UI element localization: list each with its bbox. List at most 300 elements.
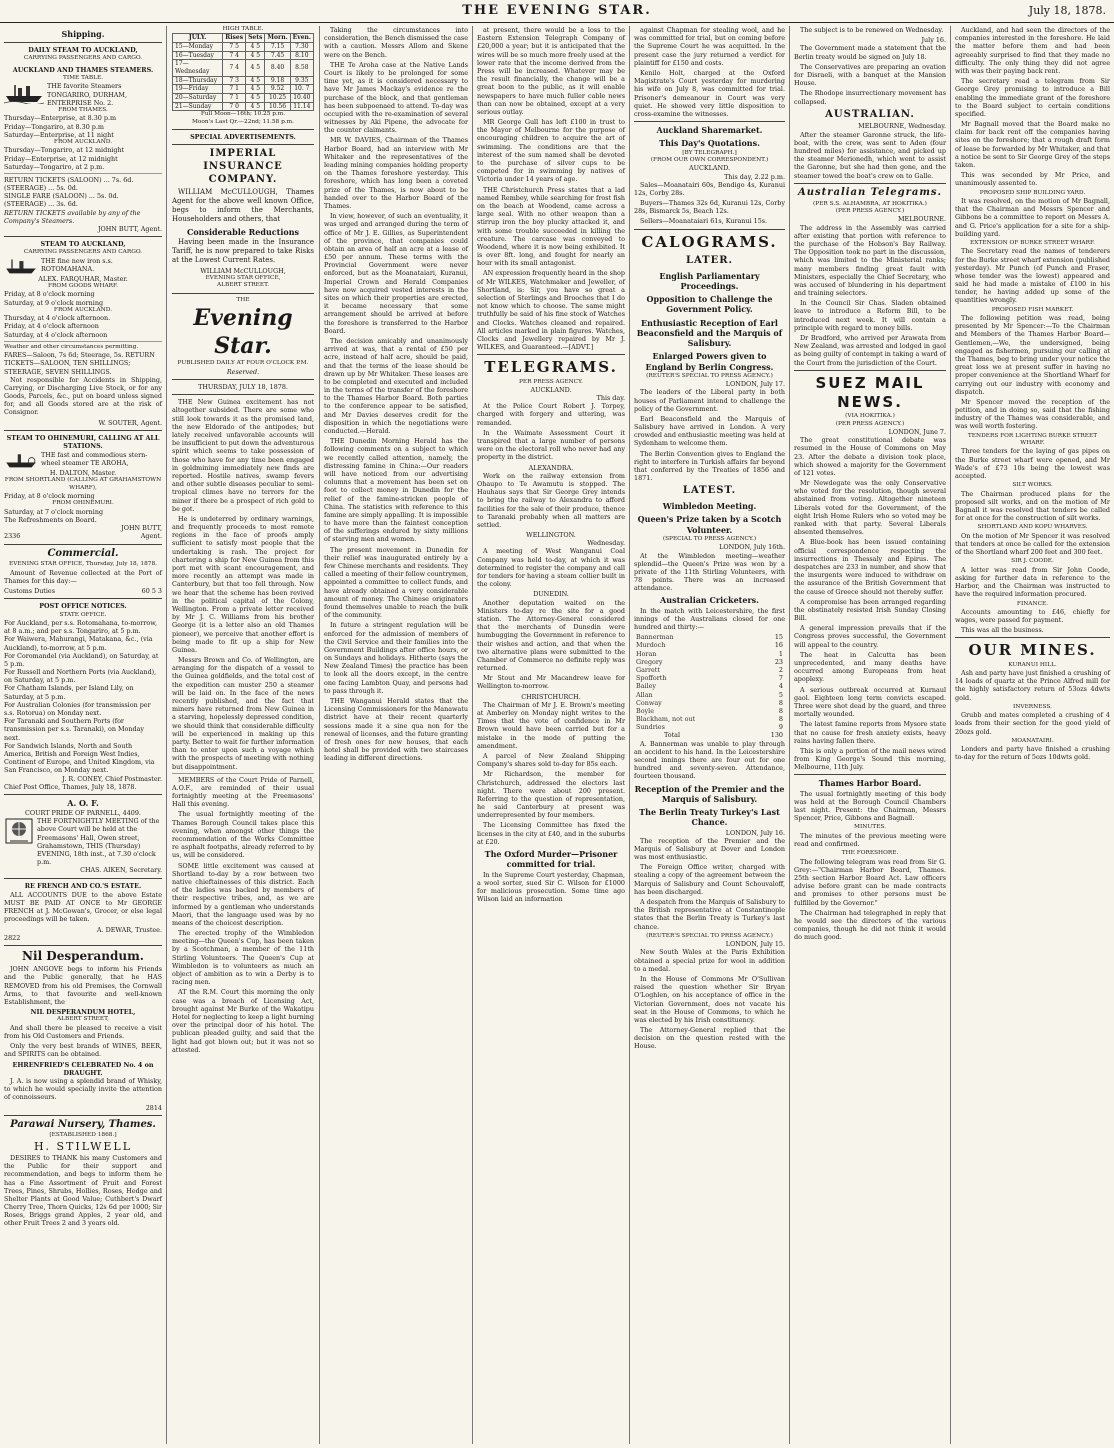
agent-name: JOHN BUTT, Agent. (97, 225, 162, 234)
score-row (634, 633, 785, 641)
cable-paragraph: After the steamer Garonne struck, the life-boat, with the crew, was sent to Aden (four hundred miles) for assistance, and picked up the steamer Merionedh, which went to assist the Garonne, but she had then gone, and the steamer towed the boat's crew on to Galle. (794, 130, 946, 180)
schedule-line: Friday, at 8 o'clock morning (4, 290, 95, 299)
mail-paragraph: A serious outbreak occurred at Kurnaul gaol. Eighteen long term convicts escaped. Three were shot dead by the guard, and three mortally wounded. (794, 685, 946, 719)
tide-cell: 16—Tuesday (173, 51, 223, 60)
dateline-day: MELBOURNE, Wednesday. (858, 122, 946, 131)
board-paragraph: The following petition was read, being presented by Mr Spencer:—To the Chairman and Members of the Thames Harbor Board—Gentlemen,—We, the undersigned, being engaged as fishermen, pursuing our calling at the Thames, beg to bring under your notice the great loss we at present suffer in having no proper convenience at the Shortland Wharf for carrying out our industry with economy and dispatch. (955, 314, 1110, 396)
news-heading: Enlarged Powers given to England by Berlin Congress. (645, 351, 774, 372)
agency-line: (PER PRESS AGENCY.) (835, 208, 905, 214)
board-paragraph: The Chairman produced plans for the proposed silt works, and on the motion of Mr Bagnall it was resolved that tenders be called for at once for the construction of silt works. (955, 489, 1110, 523)
tide-row (173, 94, 314, 103)
mail-notice: For Australian Colonies (for transmission per s.s. Rotorua) on Monday next. (4, 700, 151, 717)
batsman-score: 15 (774, 633, 783, 642)
news-paragraph: In future a stringent regulation will be enforced for the admission of members of the Civil Service and their families into the Government Buildings after office hours, or on Sundays and holidays. Hitherto (says the New Zealand Times) the practice has been to look all the doors except, in the centre one facing Lambton Quay, and persons had to pass through it. (324, 621, 468, 695)
customs-value: 60 5 3 (141, 587, 162, 596)
news-paragraph: at present, there would be a loss to the Eastern Extension Telegraph Company of £20,000 a year; but it is anticipated that the wires will be so much more freely used at the lower rate that the income derived from the Press will be increased. Whatever may be the result financially, the change will be a great boon to the public, as it will enable newspapers to have much fuller cable news than can now be obtained, except at a very serious outlay. (477, 26, 625, 116)
board-paragraph: The secretary read a telegram from Sir George Grey promising to introduce a Bill enabling the immediate grant of the foreshore to the Board subject to certain conditions specified. (955, 77, 1110, 118)
ad-heading: DAILY STEAM TO AUCKLAND, (28, 46, 138, 55)
agent-address: EVENING STAR OFFICE, (205, 274, 281, 281)
tide-cell: 9.35 (290, 76, 313, 85)
tide-cell: 4 5 (246, 51, 265, 60)
tide-cell: 19—Friday (173, 85, 223, 94)
dateline-place: MELBOURNE. (898, 215, 946, 224)
tide-cell: 15—Monday (173, 43, 223, 52)
route-heading: FROM AUCKLAND. (53, 138, 113, 145)
news-paragraph: Taking the circumstances into consideration, the Bench dismissed the case with a caution. Messrs Allom and Skene were on the Bench. (324, 26, 468, 59)
schedule-line: Friday, at 4 o'clock afternoon (4, 322, 99, 331)
telegram-paragraph: The Chairman of Mr J. E. Brown's meeting at Amberley on Monday night writes to the Times that the vote of confidence in Mr Brown would have been carried but for a mistake in the mode of putting the amendment. (477, 700, 625, 750)
moon-phase: Full Moon—16th; 10.25 p.m. (200, 111, 286, 118)
section-heading: A. O. F. (67, 797, 99, 808)
cable-paragraph: At the Wimbledon meeting—weather splendid—the Queen's Prize was won by a private of the 11th Stirling Volunteers, with 78 points. There was an increased attendance. (634, 551, 785, 593)
paper-title: THE EVENING STAR. (462, 3, 652, 18)
tide-cell: 9.18 (265, 76, 290, 85)
board-subheading: PROPOSED SHIP BUILDING YARD. (979, 189, 1086, 196)
mine-name: KURANUI HILL. (1008, 661, 1057, 668)
mail-paragraph: A general impression prevails that if the Congress proves successful, the Government will appeal to the country. (794, 624, 946, 649)
batsman-score: 9 (778, 723, 783, 732)
mail-notice: For Waiwera, Mahurangi, Matakana, &c., (via Auckland), to-morrow, at 5 p.m. (4, 635, 153, 652)
mail-notice: For Russell and Northern Ports (via Auckland), on Saturday, at 5 p.m. (4, 668, 157, 685)
commercial-text: Amount of Revenue collected at the Port of Thames for this day:— (4, 568, 162, 585)
batsman-name: Bannerman (636, 633, 674, 642)
mail-notice: For Chatham Islands, per Island Lily, on Saturday, at 5 p.m. (4, 684, 134, 701)
cable-paragraph: New South Wales at the Paris Exhibition obtained a special prize for wool in addition to a medal. (634, 948, 785, 973)
board-subheading: SIR J. COODE. (1011, 558, 1054, 565)
tide-cell: 7 3 (223, 76, 246, 85)
news-paragraph: MEMBERS of the Court Pride of Parnell, A.O.F., are reminded of their usual fortnightly meeting at the Freemasons' Hall this evening. (172, 775, 314, 809)
board-subheading: SHORTLAND AND KOPU WHARVES. (977, 524, 1088, 531)
board-paragraph: The Secretary read the names of tenderers for the Burke street wharf extension (published yesterday). Mr Punch (of Punch and Fraser, whose tender was the lowest) appeared and said he had made a mistake of £100 in his tender, he having added up some of the quantities wrongly. (955, 247, 1110, 305)
meeting-notice: THE FORTNIGHTLY MEETING of the above Court will be held at the Freemasons' Hall, Owen street, Grahamstown, THIS (Thursday) EVENING, 18th inst., at 7.30 o'clock p.m. (37, 817, 160, 867)
schedule-line: The Refreshments on Board. (4, 516, 97, 525)
moon-phase: Moon's Last Qr.—22nd; 11.58 p.m. (192, 118, 294, 125)
telegram-paragraph: In the Waimate Assessment Court it transpired that a large number of persons were on the electoral roll who never had any property in the district. (477, 428, 625, 462)
fare-note: RETURN TICKETS available by any of the Company's Steamers. (4, 208, 141, 225)
news-paragraph: THE Dunedin Morning Herald has the following comments on a subject to which we recently called attention, namely, the distressing famine in China:—Our readers will have noticed from our advertising columns that a movement has been set on foot to collect money in Dunedin for the relief of the famine-stricken people of China. The statistics with reference to this famine are simply appalling. It is impossible to have more than the faintest conception of the sufferings endured by sixty millions of starving men and women. (324, 437, 468, 544)
board-paragraph: A letter was read from Sir John Coode, asking for further data in reference to the Harbor, and the Chairman was instructed to have the required information procured. (955, 565, 1110, 599)
cable-paragraph: Dr Bradford, who arrived per Arawata from New Zealand, was arrested and lodged in gaol as being guilty of contempt in taking a ward of the Court from the jurisdiction of the Court. (794, 334, 946, 367)
thames-line: Saturday—Enterprise, at 11 night (4, 130, 114, 139)
tide-cell: 7.30 (290, 43, 313, 52)
board-subheading: EXTENSION OF BURKE STREET WHARF. (970, 239, 1095, 246)
tide-cell: 9.52 (265, 85, 290, 94)
mail-paragraph: The latest famine reports from Mysore state that no cause for fresh anxiety exists, heavy rains having fallen there. (794, 720, 946, 745)
tide-cell: 4 5 (246, 85, 265, 94)
tide-cell: 7.15 (265, 43, 290, 52)
news-paragraph: SOME little excitement was caused at Shortland to-day by a row between two native chieftainesses of this district. Each of the ladies was backed by members of their respective tribes, and, as we are informed by a gentleman who understands Maori, that the language used was by no means of the choicest description. (172, 861, 314, 927)
vessel-name: THE fine new iron s.s. ROTOMAHANA. (41, 256, 113, 274)
fare-line: RETURN TICKETS (SALOON) ... 7s. 6d. (STEERAGE) ... 5s. 0d. (4, 175, 134, 193)
dateline-day: LONDON, June 7. (888, 427, 946, 436)
fare-line: FARES—Saloon, 7s 6d; Steerage, 5s. RETURN TICKETS—SALOON, TEN SHILLINGS; STEERAGE, SEVEN SHILLINGS. (4, 351, 155, 376)
telegram-paragraph: A parcel of New Zealand Shipping Company's shares sold to-day for 85s each. (477, 751, 625, 769)
dateline-place: WELLINGTON. (526, 531, 576, 540)
batsman-name: Bailey (636, 682, 656, 691)
mail-paragraph: The great constitutional debate was resumed in the House of Commons on May 23. After the debate a division took place, which showed a majority for the Government of 121 votes. (794, 436, 946, 477)
leader-paragraph: Messrs Brown and Co. of Wellington, are arranging for the dispatch of a vessel to the Guinea goldfields, and the total cost of the expedition can muster 250 a steamer will be laid on. In the face of the news recently published, and the fact that miners have returned from New Guinea in a starving, hopelessly depressed condition, we should think that considerable difficulty will be experienced in making up this party. Better to wait for further information than to enter upon such a voyage which with the prospects of meeting with nothing but disappointment. (172, 656, 314, 771)
tide-cell: 4 5 (246, 43, 265, 52)
batsman-score: 1 (778, 649, 783, 658)
post-date: Chief Post Office, Thames, July 18, 1878. (4, 782, 137, 791)
board-paragraph: This was all the business. (961, 626, 1044, 635)
route-heading: FROM THAMES. (58, 106, 108, 113)
fleet-names: THE favorite Steamers TONGARIRO, DURHAM, ENTERPRISE No. 2. (47, 82, 127, 107)
board-subheading: TENDERS FOR LIGHTING BURKE STREET WHARF. (967, 432, 1098, 447)
tide-cell: 7 5 (223, 43, 246, 52)
news-paragraph: THE Te Aroha case at the Native Lands Court is likely to be prolonged for some time yet, as it is considered necessary to have Mr James Mackay's evidence re the purchase of the block, and that gentleman has been subpoenaed to attend. To-day was occupied with the re-examination of several witnesses by Aki Pipene, the advocate for the counter claimants. (324, 60, 468, 135)
batsman-name: Spofforth (636, 674, 667, 683)
tide-head: Sets (246, 34, 265, 43)
mine-name: INVERNESS. (1013, 703, 1052, 710)
cable-paragraph: The leaders of the Liberal party in both houses of Parliament intend to challenge the policy of the Government. (634, 388, 785, 413)
tide-head: Even. (290, 34, 313, 43)
board-subheading: FINANCE. (1016, 600, 1049, 607)
auckland-line: Friday—Enterprise, at 12 midnight (4, 154, 118, 163)
commercial-dateline: EVENING STAR OFFICE, Thursday, July 18, 1878. (8, 561, 158, 568)
cable-paragraph: The reception of the Premier and the Marquis of Salisbury at Dover and London was most enthusiastic. (634, 836, 785, 862)
agency-line: (SPECIAL TO PRESS AGENCY.) (662, 535, 757, 542)
dateline-place: AUCKLAND. (688, 164, 731, 173)
tide-cell: 7 4 (223, 51, 246, 60)
news-paragraph: AN expression frequently heard in the shop of Mr WILKES, Watchmaker and Jeweller, of Shortland, is: Sir, you have so great a selection of Sterlings and Brooches that I do not know which to choose. The same might truthfully be said of his fine stock of Watches and Clocks. Watches cleaned and repaired. All articles marked in plain figures. Watches, Clocks and Jewellery repaired by Mr J. WILKES, and Guaranteed.—[ADVT.] (477, 269, 625, 352)
tide-cell: 4 5 (246, 60, 265, 76)
ad-number: 2822 (4, 933, 21, 942)
section-heading: SPECIAL ADVERTISEMENTS. (190, 133, 296, 142)
cable-paragraph: The Conservatives are preparing an ovation for Disraeli, with a banquet at the Mansion House. (794, 62, 946, 88)
mail-notice: For Taranaki and Southern Ports (for transmission per s.s. Taranaki), on Monday next. (4, 717, 144, 742)
board-paragraph: Mr Spencer moved the reception of the petition, and in doing so, said that the fishing industry of the Thames was considerable, and was well worth fostering. (955, 397, 1110, 431)
leader-paragraph: THE New Guinea excitement has not altogether subsided. There are some who still look towards it as the promised land, the new Eldorado of the antipodes; but lately received unfavorable accounts will be insufficient to put down the adventurous spirit which seems to take possession of those who have for any time been engaged in goldmining immediately new finds are reported. Hostile natives, swamp fevers and other subtle diseases peculiar to semi-tropical climes have no terrors for the miner if there be a prospect of rich gold to be got. (172, 398, 314, 513)
column-4 (472, 26, 629, 1444)
post-subheading: STATE OFFICE. (59, 611, 107, 618)
board-subheading: THE FORESHORE. (841, 850, 899, 857)
section-heading: POST OFFICE NOTICES. (39, 602, 127, 611)
dateline-day: July 16. (921, 36, 946, 45)
route-heading: FROM SHORTLAND (CALLING AT GRAHAMSTOWN WHARF), (4, 477, 162, 491)
cable-paragraph: The address in the Assembly was carried after existing that portion with reference to the purchase of the Hobson's Bay Railway. The Opposition took no part in the discussion, which was limited to the Ministerial ranks; many members finding great fault with Ministers, especially the Chief Secretary, who was accused of blundering in his department and training selectors. (794, 223, 946, 298)
agent-address: ALBERT STREET. (216, 282, 270, 289)
ad-heading: Nil Desperandum. (22, 948, 144, 963)
leader-paragraph: He is undeterred by ordinary warnings, and frequently proceeds to most remote regions in the face of proofs amply sufficient to satisfy most people that the undertaking is rash. The project for chartering a ship for New Guinea from this port met with scant encouragement, and more recently an attempt was made in Canterbury, but that too fell through. Now we hear that the scheme has been revived in the political capital of the Colony, Wellington. From a private letter received by Mr J. C. Williams from his brother George (it is a letter also an old Thames pioneer), we perceive that another effort is being made to fit up a ship for New Guinea. (172, 514, 314, 654)
news-paragraph: MR George Gull has left £100 in trust to the Mayor of Melbourne for the purpose of encouraging children to acquire the art of swimming. The conditions are that the interest of the sum named shall be devoted to the purchase of silver cups to be competed for in swimming by natives of Victoria under 14 years of age. (477, 118, 625, 184)
tide-row (173, 102, 314, 111)
ad-heading: Considerable Reductions (186, 226, 300, 237)
batsman-score: 16 (774, 641, 783, 650)
cable-paragraph: In the Council Sir Chas. Sladen obtained leave to introduce a Reform Bill, to be introduced next week. It will contain a principle with regard to money bills. (794, 299, 946, 332)
news-heading: Opposition to Challenge the Government Policy. (646, 294, 773, 315)
batsman-name: Blackham, not out (636, 715, 696, 724)
nameplate: Evening Star. (193, 305, 293, 360)
news-heading: The Oxford Murder—Prisoner committed for trial. (484, 849, 618, 870)
tide-cell: 8.40 (265, 60, 290, 76)
section-heading: OUR MINES. (968, 641, 1097, 660)
ad-subheading: CARRYING PASSENGERS AND CARGO. (23, 55, 143, 62)
batsman-name: Murdoch (636, 641, 666, 650)
column-2 (166, 26, 319, 1444)
ad-subheading: CARRYING PASSENGERS AND CARGO. (23, 249, 143, 256)
beer-brand: EHRENFRIED'S CELEBRATED No. 4 on DRAUGHT. (12, 1060, 154, 1077)
telegram-paragraph: A meeting of West Wanganui Coal Company was held to-day, at which it was determined to register the company and call for tenders for having a steam collier built in the colony. (477, 547, 625, 589)
news-heading: Wimbledon Meeting. (662, 501, 757, 512)
batsman-name: Allan (636, 690, 653, 699)
cable-paragraph: The Attorney-General replied that the decision on the question rested with the House. (634, 1026, 785, 1051)
column-5 (629, 26, 789, 1444)
section-heading: SUEZ MAIL NEWS. (815, 373, 925, 411)
news-heading: Thames Harbor Board. (818, 778, 922, 789)
steamer-icon (4, 451, 38, 469)
total-value: 130 (770, 731, 783, 740)
tide-cell: 4 5 (246, 102, 265, 111)
batsman-name: Horan (636, 649, 657, 658)
news-heading: Auckland Sharemarket. (656, 125, 763, 136)
mail-paragraph: A compromise has been arranged regarding the obstinately resisted Irish Sunday Closing Bill. (794, 597, 946, 623)
dateline-day: LONDON, July 15. (725, 940, 785, 949)
news-heading: The Berlin Treaty Turkey's Last Chance. (639, 807, 780, 828)
tide-row (173, 43, 314, 52)
batsman-score: 8 (778, 706, 783, 715)
cable-paragraph: A. Bannerman was unable to play through an accident to his hand. In the Leicestershire second innings there are four out for one hundred and seventy-seven. Attendance, fourteen thousand. (634, 739, 785, 781)
tide-cell: 10.40 (290, 94, 313, 103)
master-name: ALEX. FARQUHAR, Master. (38, 274, 128, 283)
insurance-notice: WILLIAM McCULLOUGH, Thames Agent for the above well known Office, begs to inform the Merchants, Householders and others, that (172, 187, 314, 223)
section-subheading: LATEST. (682, 485, 737, 497)
dateline-place: DUNEDIN. (533, 590, 569, 599)
mail-notice: For Coromandel (via Auckland), on Saturday, at 5 p.m. (4, 651, 159, 668)
board-paragraph: The Chairman had telegraphed in reply that he would see the directors of the various companies, though he did not think it would do much good. (794, 908, 946, 942)
cable-paragraph: A despatch from the Marquis of Salisbury to the British representative at Constantinople states that the Berlin Treaty is Turkey's last chance. (634, 898, 785, 931)
customs-label: Customs Duties (4, 587, 55, 596)
board-paragraph: This was seconded by Mr Price, and unanimously assented to. (955, 171, 1110, 188)
thames-line: Friday—Tongariro, at 8.30 p.m (4, 122, 104, 131)
board-paragraph: The following telegram was read from Sir G. Grey:—"Chairman Harbor Board, Thames. 25th section Harbor Board Act. Law officers advise before grant can be made contracts and promises to other persons must be fulfilled by the Governor." (794, 857, 946, 907)
board-paragraph: Accounts amounting to £46, chiefly for wages, were passed for payment. (955, 607, 1110, 625)
mine-name: MOANATAIRI. (1011, 737, 1054, 744)
court-name: COURT PRIDE OF PARNELL, 4409. (25, 809, 141, 818)
mail-notice: For Auckland, per s.s. Rotomahana, to-morrow, at 8 a.m.; and per s.s. Tongariro, at 5 p.m. (4, 618, 157, 636)
tide-cell: 8.58 (290, 60, 313, 76)
issue-dateline: THURSDAY, JULY 18, 1878. (198, 383, 288, 392)
batsman-score: 23 (774, 657, 783, 666)
ad-heading: IMPERIAL INSURANCE COMPANY. (203, 148, 283, 186)
section-heading: Australian Telegrams. (797, 186, 943, 198)
batsman-score: 5 (778, 690, 783, 699)
tide-cell: 7 0 (223, 102, 246, 111)
tide-cell: 11.14 (290, 102, 313, 111)
route-heading: FROM AUCKLAND. (53, 306, 113, 313)
tide-table (172, 33, 314, 111)
tide-head: Morn. (265, 34, 290, 43)
news-heading: This Day's Quotations. (659, 138, 760, 149)
thames-line: Thursday—Enterprise, at 8.30 p.m (4, 114, 117, 123)
total-label: Total (664, 731, 681, 740)
publication-line: PUBLISHED DAILY AT FOUR O'CLOCK P.M. (177, 360, 309, 367)
agent-name: JOHN BUTT, (121, 524, 162, 533)
dateline-day: This day, 2.22 p.m. (724, 172, 785, 181)
tide-cell: 21—Sunday (173, 102, 223, 111)
news-paragraph: THE Wanganui Herald states that the Licensing Commissioners for the Manawatu district have at their recent quarterly sessions made it a sine qua non for the renewal of licenses, and the future granting of fresh ones for new houses, that each hotel shall be provided with two staircases leading in different directions. (324, 697, 468, 763)
score-row (634, 658, 785, 666)
agency-line: (PER S.S. ALHAMBRA, AT HOKITIKA.) (813, 200, 927, 207)
dateline-day: LONDON, July 17. (725, 380, 785, 389)
tide-cell: 10.56 (265, 102, 290, 111)
auckland-line: Saturday—Tongariro, at 2 p.m. (4, 162, 105, 171)
ad-heading: Parawai Nursery, Thames. (10, 1118, 156, 1130)
tide-cell: 4 5 (246, 94, 265, 103)
score-row (634, 650, 785, 658)
telegram-paragraph: In the Supreme Court yesterday, Chapman, a wool sorter, sued Sir C. Wilson for £1000 for malicious prosecution. Some time ago Wilson laid an information (477, 870, 625, 904)
telegram-paragraph: Work on the railway extension from Ohaupo to Te Awamutu is stopped. The Hauhaus says that Sir George Grey intends to bring the railway to Alexandra to afford facilities for the sale of their produce, thence to Taranaki probably when all matters are settled. (477, 471, 625, 529)
tide-cell: 18—Thursday (173, 76, 223, 85)
board-paragraph: It was resolved, on the motion of Mr Bagnall, that the Chairman and Messrs Spencer and Gibbons be a committee to report on Messrs A. and G. Price's application for a site for a ship-building yard. (955, 196, 1110, 238)
news-heading: Reception of the Premier and the Marquis of Salisbury. (634, 783, 785, 804)
news-heading: Queen's Prize taken by a Scotch Volunteer. (637, 514, 782, 535)
nursery-owner: H. STILWELL (33, 1139, 133, 1153)
news-paragraph: Kenilo Holt, charged at the Oxford Magistrate's Court yesterday for murdering his wife on July 8, was committed for trial. Prisoner's demeanour in Court was very quiet. He showed very little disposition to cross-examine the witnesses. (634, 68, 785, 118)
board-paragraph: The minutes of the previous meeting were read and confirmed. (794, 831, 946, 849)
board-subheading: SILT WORKS. (1012, 482, 1053, 489)
tide-cell: 8.10 (290, 51, 313, 60)
cricket-scores (634, 633, 785, 739)
tide-head: Rises (223, 34, 246, 43)
trustee-name: A. DEWAR, Trustee. (96, 925, 162, 934)
telegram-paragraph: At the Police Court Robert J. Torpey, charged with forgery and uttering, was remanded. (477, 402, 625, 427)
tide-cell: 10.25 (265, 94, 290, 103)
estate-notice: ALL ACCOUNTS DUE to the above Estate MUST BE PAID AT ONCE to Mr GEORGE FRENCH at J. McGowan's, Grocer, or else legal proceedings will be taken. (4, 890, 162, 924)
hotel-notice: J. A. is now using a splendid brand of Whisky, to which he would specially invite the attention of connoisseurs. (4, 1076, 162, 1102)
schedule-line: Saturday, at 7 o'clock morning (4, 507, 104, 516)
tide-cell: 7 1 (223, 94, 246, 103)
cable-paragraph: The Foreign Office writer, charged with stealing a copy of the agreement between the Marquis of Salisbury and Count Schouvaloff, has been discharged. (634, 863, 785, 896)
batsman-name: Conway (636, 698, 662, 707)
hotel-notice: JOHN ANGOVE begs to inform his Friends and the Public generally, that he HAS REMOVED from his old Premises, the Cornwall Arms, to that favourite and well-known Establishment, the (4, 965, 162, 1007)
liability-notice: Not responsible for Accidents in Shipping, Carrying, or Discharging Live Stock, or for any Goods, Parcels, &c., put on board unless signed for, and all Goods stored are at the risk of Consignor. (4, 375, 162, 417)
vessel-name: THE fast and commodious stern-wheel steamer TE AROHA, (41, 451, 148, 468)
schedule-line: Saturday, at 9 o'clock morning (4, 298, 104, 307)
section-subheading: LATER. (685, 254, 734, 266)
telegram-paragraph: Another deputation waited on the Ministers to-day re the site for a good station. The Attorney-General considered that the merchants of Dunedin were humbugging the Government in reference to their wishes and action, and that when the two alternative plans were submitted to the Chamber of Commerce no definite reply was returned. (477, 598, 625, 673)
tide-cell: 20—Saturday (173, 94, 223, 103)
ad-heading: RE FRENCH AND CO.'S ESTATE. (24, 881, 142, 890)
ad-heading: STEAM TO OHINEMURI, CALLING AT ALL STATIONS. (6, 433, 160, 451)
agency-line: [BY TELEGRAPH.] (682, 149, 737, 156)
secretary-name: CHAS. AIKEN, Secretary. (80, 866, 162, 875)
mine-paragraph: Grubb and mates completed a crushing of 4 loads from their section for the good yield of 20ozs gold. (955, 711, 1110, 736)
established-line: [ESTABLISHED 1868.] (49, 1132, 117, 1139)
schedule-line: Thursday, at 4 o'clock afternoon. (4, 314, 111, 323)
news-paragraph: THE Christchurch Press states that a lad named Rembey, while searching for frost fish on the beach at Woodend, came across a large seal. With no other weapon than a stirrup iron the boy plucky attacked it, and with some trouble succeeded in killing the creature. The carcase was conveyed to Woodend, where it is now being exhibited. It is over 8ft. long, and fought for nearly an hour with its small antagonist. (477, 185, 625, 268)
steamer-icon (4, 257, 38, 275)
agency-line: (VIA HOKITIKA.) (845, 413, 895, 420)
dateline-day: LONDON, July 16. (725, 828, 785, 837)
paper-date: July 18, 1878. (1028, 4, 1106, 17)
tide-cell: 7 1 (223, 85, 246, 94)
dateline-day: Wednesday. (587, 539, 625, 548)
ad-heading: STEAM TO AUCKLAND, (40, 240, 126, 249)
section-heading: TELEGRAMS. (484, 358, 618, 377)
section-heading: Shipping. (61, 29, 105, 39)
route-heading: FROM OHINEMURI. (52, 500, 114, 507)
cable-paragraph: In the match with Leicestershire, the first innings of the Australians closed for one hundred and thirty:— (634, 606, 785, 632)
mine-paragraph: Londers and party have finished a crushing to-day for the return of 5ozs 10dwts gold. (955, 745, 1110, 762)
nursery-notice: DESIRES to THANK his many Customers and the Public for their support and recommendation, and begs to inform them he has a Fine Assortment of Fruit and Forest Trees, Pines, Shrubs, Hollies, Roses, Hedge and Shelter Plants at Good Value; Cuthbert's Dwarf Cherry Tree, Thorn Quicks, 12s 6d per 1000; Sir Roses, Briggs grand Apples, 2 year old, and other Fruit Trees 2 and 3 years old. (4, 1153, 162, 1228)
board-subheading: MINUTES. (854, 824, 886, 831)
news-heading: English Parliamentary Proceedings. (659, 270, 760, 291)
tide-row (173, 60, 314, 76)
share-buyers: Buyers—Thames 32s 6d, Kuranui 12s, Corby 28s, Bismarck 5s, Beach 12s. (634, 199, 785, 216)
route-heading: FROM GOODS WHARF. (47, 283, 119, 290)
schedule-line: Saturday, at 4 o'clock afternoon (4, 330, 108, 339)
column-3 (319, 26, 472, 1444)
share-sellers: Sellers—Moanataiari 61s, Kuranui 15s. (640, 217, 768, 226)
tide-cell: 10. 7 (290, 85, 313, 94)
news-paragraph: AT the R.M. Court this morning the only case was a breach of Licensing Act, brought against Mr Burke of the Wakatipu Hotel for neglecting to keep a light burning over the principal door of his hotel. The publican pleaded guilty, and said that the light had got blown out; but it was not so attested. (172, 988, 314, 1054)
tide-cell: 7.45 (265, 51, 290, 60)
score-row (634, 682, 785, 690)
agency-line: PER PRESS AGENCY. (519, 378, 583, 385)
mail-notice: For Sandwich Islands, North and South America, British and Foreign West Indies, Continent of Europe, and United Kingdom, via San Francisco, on Monday next. (4, 741, 155, 775)
batsman-score: 8 (778, 698, 783, 707)
telegram-paragraph: Mr Stout and Mr Macandrew leave for Wellington to-morrow. (477, 674, 625, 691)
batsman-name: Garrett (636, 665, 660, 674)
mail-paragraph: A Blue-book has been issued containing official correspondence respecting the insurrections in Thessaly and Epirus. The despatches are 233 in number, and show that the insurgents were induced to withdraw on the assurance of the British Government that the cause of Greece should not thereby suffer. (794, 538, 946, 596)
column-1 (0, 26, 166, 1444)
batsman-score: 4 (778, 682, 783, 691)
board-paragraph: The usual fortnightly meeting of this body was held at the Borough Council Chambers last night. Present: the Chairman, Messrs Spencer, Price, Gibbons and Bagnall. (794, 789, 946, 823)
telegram-paragraph: Mr Richardson, the member for Christchurch, addressed the electors last night. There were about 200 present. Referring to the question of representation, he said Canterbury at present was underrepresented by four members. (477, 770, 625, 820)
section-heading: CALOGRAMS. (641, 232, 778, 251)
news-paragraph: In view, however, of such an eventuality, it was urged and arranged during the term of office of Mr J. E. Gillies, as Superintendent of the province, that companies could obtain an area of half an acre at a lease of £50 per annum. These terms with the Provincial Government were never enforced, but as the Moanataiari, Kuranui, Imperial Crown and Herald Companies have now acquired vested interests in the sites on which their properties are erected, it became necessary that some arrangement should be arrived at before the foreshore is transferred to the Harbor Board. (324, 212, 468, 335)
score-row (634, 715, 785, 723)
agent-name: W. SOUTER, Agent. (98, 418, 162, 427)
motto: Reserved. (226, 367, 260, 376)
batsman-name: Boyle (636, 706, 654, 715)
auckland-line: Thursday—Tongariro, at 12 midnight (4, 146, 125, 155)
news-paragraph: The decision amicably and unanimously arrived at was, that a rental of £50 per acre, instead of half acre, should be paid, and that the terms of the lease should be drawn up by Mr Whitaker. These leases are to be completed and executed and included in the terms of the transfer of the foreshore to the Thames Harbor Board. Both parties to the conference appear to be satisfied, and Mr Davies deserves credit for the disposition in which the negotiations were conducted.—Herald. (324, 336, 468, 435)
mail-paragraph: Mr Newdegate was the only Conservative who voted for the resolution, though several abstained from voting. Altogether nineteen Liberals voted for the Government, of the eight Irish Home Rulers who so voted may be ranked with that party. Several Liberals absented themselves. (794, 479, 946, 537)
batsman-score: 7 (778, 674, 783, 683)
foresters-emblem-icon (4, 817, 34, 845)
score-row (634, 699, 785, 707)
dateline-place: ALEXANDRA. (528, 463, 574, 472)
schedule-line: Friday, at 8 o'clock morning (4, 492, 95, 501)
score-row (634, 723, 785, 731)
ad-heading: AUCKLAND AND THAMES STEAMERS. (12, 65, 154, 74)
news-paragraph: The present movement in Dunedin for their relief was inaugurated entirely by a few Chinese merchants and residents. They called a meeting of their fellow countrymen, appointed a committee to collect funds, and have already obtained a very considerable amount of money. The Chinese originators found themselves unable to reach the bulk of the community. (324, 545, 469, 620)
weather-note: Weather and other circumstances permitting. (4, 343, 139, 350)
agency-line: (FROM OUR OWN CORRESPONDENT.) (650, 156, 769, 163)
ad-number: 2814 (145, 1103, 162, 1112)
agent-title: Agent. (140, 532, 162, 541)
tide-cell: 7 4 (223, 60, 246, 76)
tide-row (173, 76, 314, 85)
news-heading: Australian Cricketers. (660, 595, 759, 606)
mine-paragraph: Ash and party have just finished a crushing of 14 loads of quartz at the Prince Alfred mill for the highly satisfactory return of 53ozs 4dwts gold. (955, 669, 1110, 702)
board-paragraph: Auckland, and had seen the directors of the companies interested in the foreshore. He laid the matter before them and had been agreeably surprised to find that they made no difficulty. The only thing they did not agree with was their paying back rent. (955, 26, 1110, 75)
tide-cell: 17—Wednesday (173, 60, 223, 76)
hotel-notice: And shall there be pleased to receive a visit from his Old Customers and Friends. (4, 1023, 162, 1040)
dateline-day: This day. (596, 394, 625, 403)
nameplate-the: THE (236, 296, 250, 303)
dateline-place: CHRISTCHURCH. (521, 692, 581, 701)
agency-line: (REUTER'S SPECIAL TO PRESS AGENCY.) (646, 932, 773, 939)
board-paragraph: Mr Bagnall moved that the Board make no claim for back rent off the companies having sites on the foreshore; that a rough draft form of lease be forwarded by Mr Whitaker, and that a notice be sent to Sir George Grey of the steps taken. (955, 120, 1110, 169)
score-row (634, 641, 785, 649)
column-7 (950, 26, 1114, 1444)
dateline-place: AUCKLAND. (530, 385, 572, 394)
tide-row (173, 85, 314, 94)
cable-paragraph: In the House of Commons Mr O'Sullivan raised the question whether Sir Bryan O'Loghlen, on his acceptance of office in the Victorian Government, does not vacate his seat in the House of Commons, to which he was elected by his Irish constituency. (634, 974, 785, 1024)
